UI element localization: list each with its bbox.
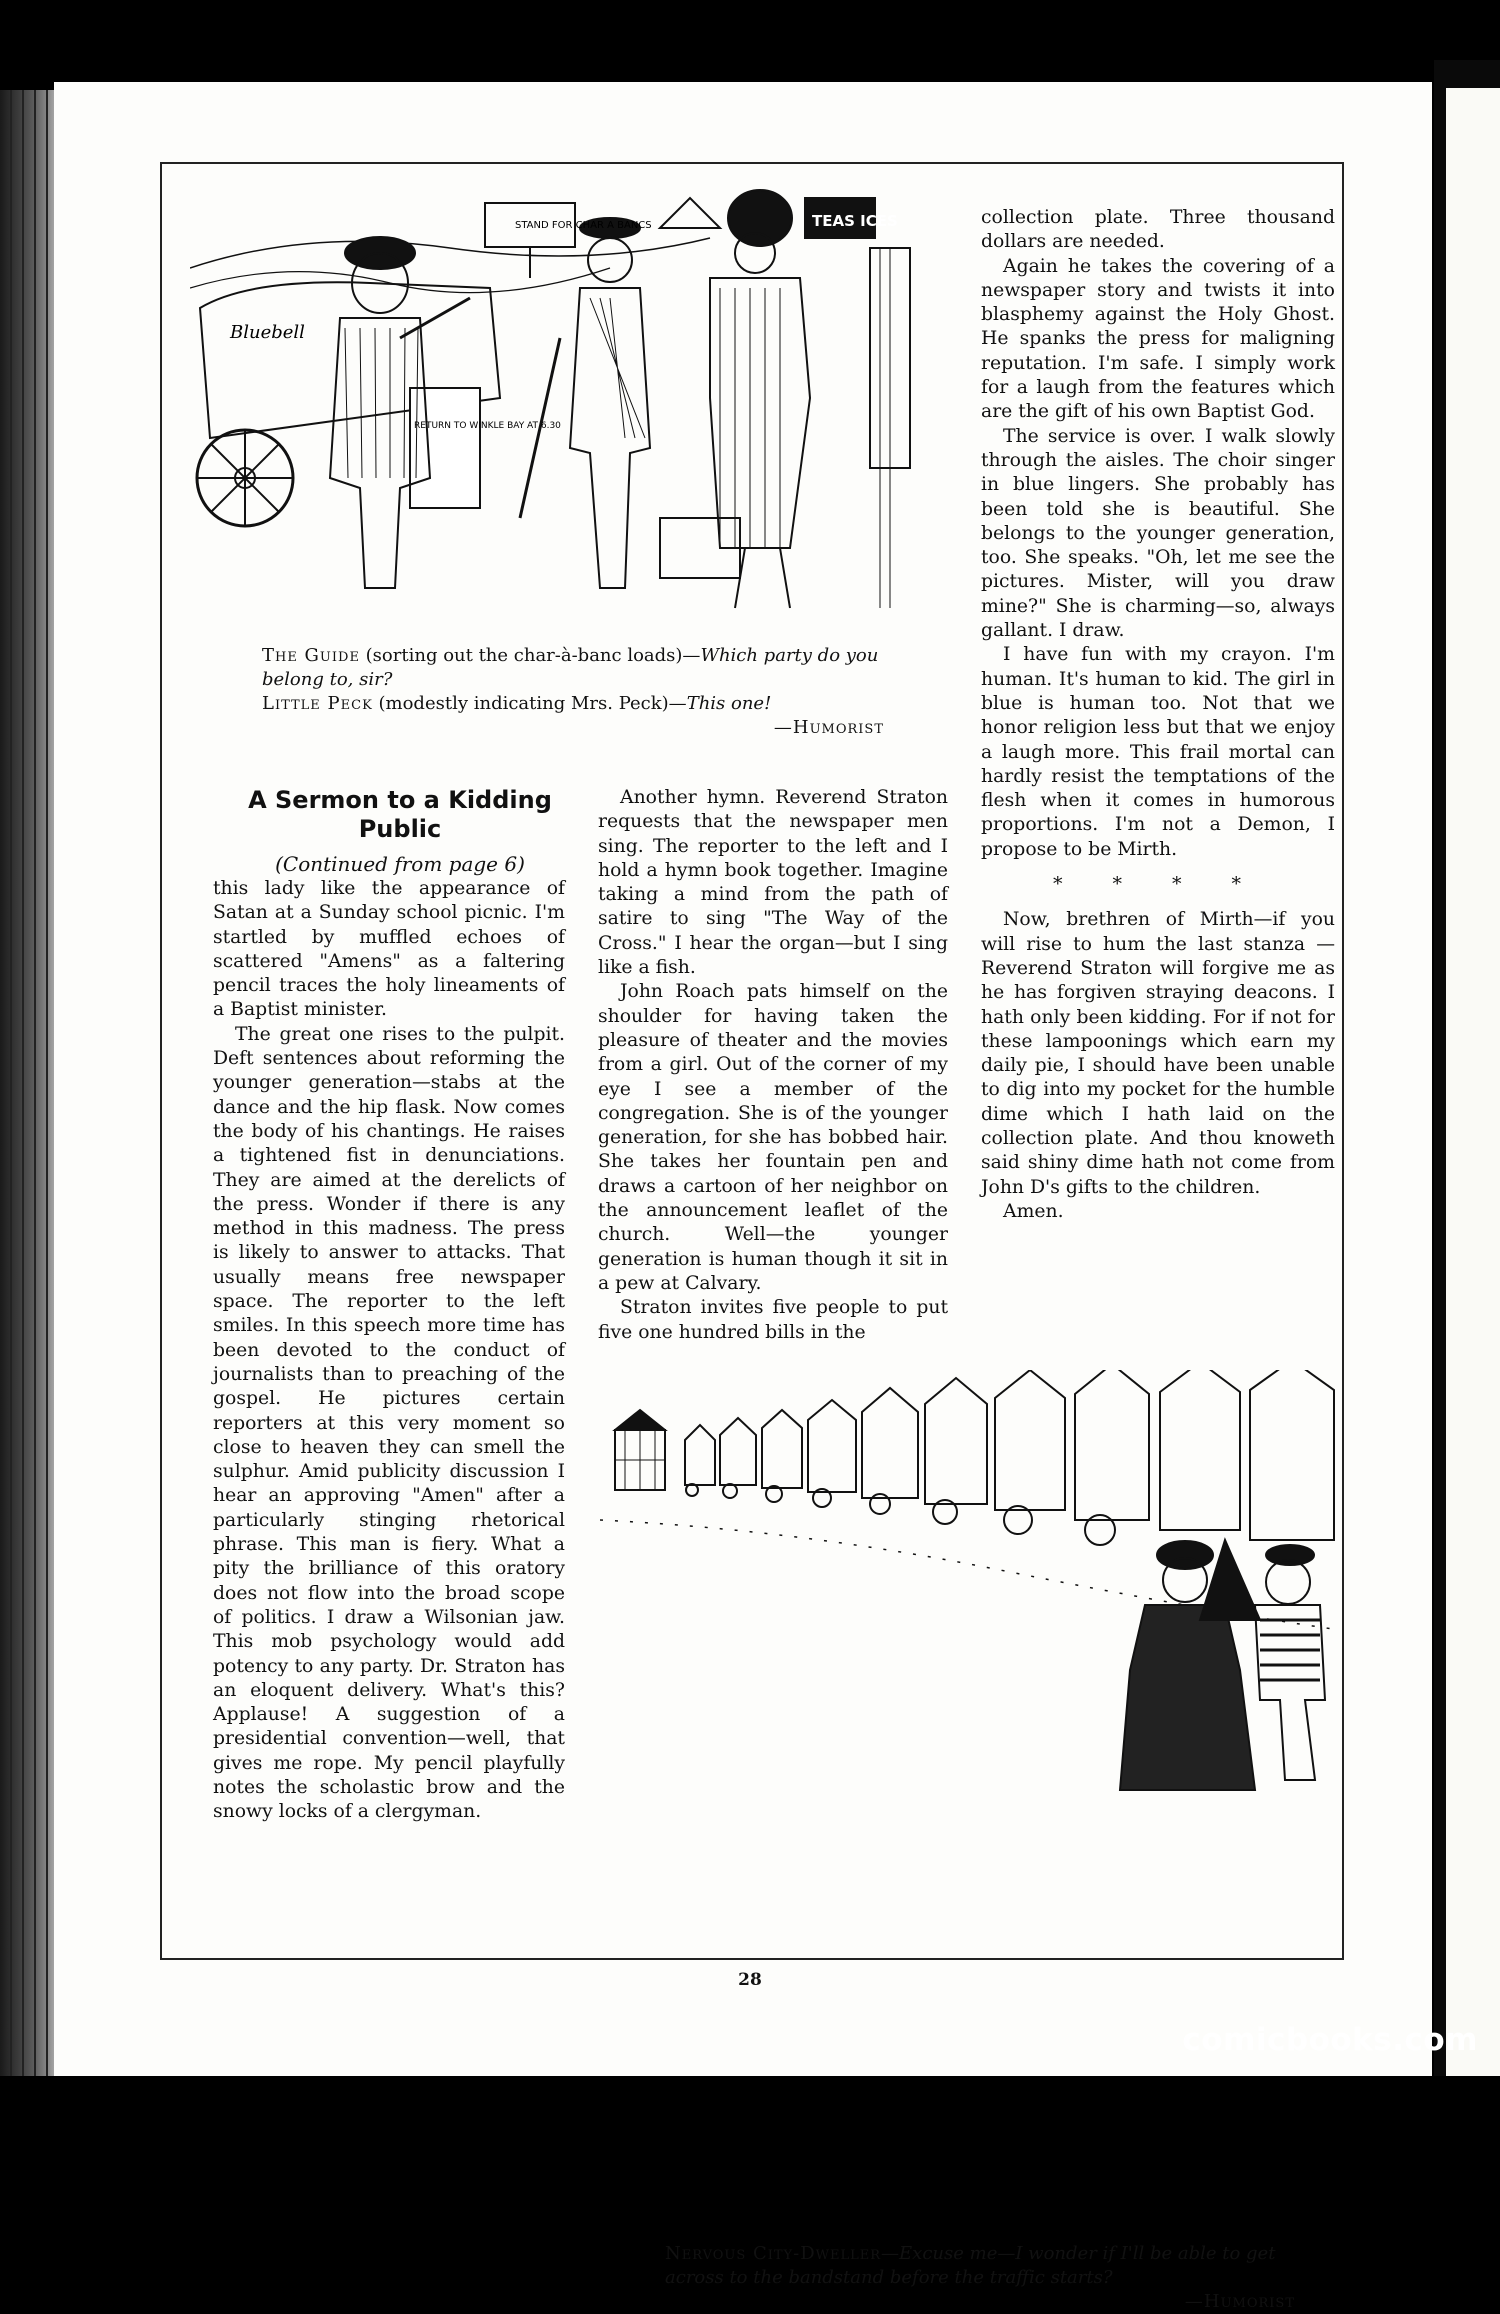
caption-credit: —Humorist (1184, 2291, 1295, 2312)
bottom-cartoon-illustration (600, 1370, 1340, 1800)
paragraph: Amen. (1003, 1200, 1064, 1222)
adjacent-page-edge (1446, 88, 1500, 2076)
bottom-cartoon-caption (665, 2242, 1295, 2314)
article-title: A Sermon to a Kidding Public (248, 786, 552, 843)
article-column-1 (213, 877, 565, 1825)
sign-return-text: RETURN TO WINKLE BAY AT 6.30 (414, 421, 561, 431)
page-number: 28 (738, 1970, 762, 1990)
paragraph: this lady like the appearance of Satan at a Sunday school picnic. I'm startled by muffled echoes of scattered "Amens" as a faltering pencil traces the holy lineaments of a Baptist minister. (213, 878, 565, 1021)
top-cartoon-illustration (190, 188, 950, 628)
article-column-2 (598, 786, 948, 1345)
caption-bottom-italic: Excuse me—I wonder if I'll be able to get across to the bandstand before the traffic starts? (665, 2243, 1276, 2288)
paragraph: I have fun with my crayon. I'm human. It's human to kid. The girl in blue is human too. Not that we honor religion less but that we enjoy a laugh more. This frail mortal can hardly resist the temptations of the flesh when it comes in humorous proportions. I'm not a Demon, I propose to be Mirth. (981, 644, 1335, 860)
sign-teas-text: TEAS ICES (812, 212, 898, 230)
bus-name-text: Bluebell (230, 322, 305, 343)
paragraph: The great one rises to the pulpit. Deft sentences about reforming the younger generation—stabs at the dance and the hip flask. Now comes the body of his chantings. He raises a tightened fist in denunciations. They are aimed at the derelicts of the press. Wonder if there is any method in this madness. The press is likely to answer to attacks. That usually means free newspaper space. The reporter to the left smiles. In this speech more time has been devoted to the conduct of journalists than to preaching of the gospel. He pictures certain reporters at this very moment so close to heaven they can smell the sulphur. Amid publicity discussion I hear an approving "Amen" after a particularly stinging rhetorical phrase. This man is fiery. What a pity the brilliance of this oratory does not flow into the broad scope of politics. I draw a Wilsonian jaw. This mob psychology would add potency to any party. Dr. Straton has an eloquent delivery. What's this? Applause! A suggestion of a presidential convention—well, that gives me rope. My pencil playfully notes the scholastic brow and the snowy locks of a clergyman. (213, 1023, 565, 1823)
caption-line2-plain: (modestly indicating Mrs. Peck)— (372, 693, 687, 714)
caption-credit: —Humorist (773, 717, 884, 738)
caption-speaker-guide: The Guide (262, 645, 360, 666)
sign-stand-text: STAND FOR CHAR A BANCS (515, 220, 652, 231)
paragraph: The service is over. I walk slowly through the aisles. The choir singer in blue lingers. She probably has been told she is beautiful. She belongs to the younger generation, too. She speaks. "Oh, let me see the pictures. Mister, will you draw mine?" She is charming—so, always gallant. I draw. (981, 425, 1335, 642)
book-binding (0, 90, 60, 2076)
paragraph: collection plate. Three thousand dollars are needed. (981, 207, 1335, 253)
paragraph: John Roach pats himself on the shoulder for having taken the pleasure of theater and the movies from a girl. Out of the corner of my eye I see a member of the congregation. She is of the younger generation, for she has bobbed hair. She takes her fountain pen and draws a cartoon of her neighbor on the announcement leaflet of the church. Well—the younger generation is human though it sit in a pew at Calvary. (598, 981, 948, 1294)
article-column-3 (981, 206, 1335, 1224)
continued-note: (Continued from page 6) (275, 852, 525, 876)
top-cartoon-caption (262, 644, 902, 740)
paragraph: Another hymn. Reverend Straton requests that the newspaper men sing. The reporter to the left and I hold a hymn book together. Imagine taking a mind from the path of satire to sing "The Way of the Cross." I hear the organ—but I sing like a fish. (598, 787, 948, 979)
paragraph: Straton invites five people to put five one hundred bills in the (598, 1297, 948, 1343)
caption-line2-italic: This one! (686, 693, 772, 714)
caption-line1-italic: Which party do you belong to, sir? (262, 645, 879, 690)
paragraph: Again he takes the covering of a newspaper story and twists it into blasphemy against the Holy Ghost. He spanks the press for maligning reputation. I'm safe. I simply work for a laugh from the features which are the gift of his own Baptist God. (981, 255, 1335, 423)
watermark: comicbooks.com (1182, 2022, 1478, 2058)
caption-speaker-peck: Little Peck (262, 693, 373, 714)
caption-dash: — (881, 2243, 900, 2264)
paragraph: Now, brethren of Mirth—if you will rise to hum the last stanza — Reverend Straton will forgive me as he has forgiven straying deacons. I hath only been kidding. For if not for these lampoonings which earn my daily pie, I should have been unable to dig into my pocket for the humble dime which I hath laid on the collection plate. And thou knoweth said shiny dime hath not come from John D's gifts to the children. (981, 909, 1335, 1198)
caption-speaker-dweller: Nervous City-Dweller (665, 2243, 882, 2264)
section-break-stars: * * * * (1052, 873, 1264, 896)
caption-line1-plain: (sorting out the char-à-banc loads)— (359, 645, 701, 666)
